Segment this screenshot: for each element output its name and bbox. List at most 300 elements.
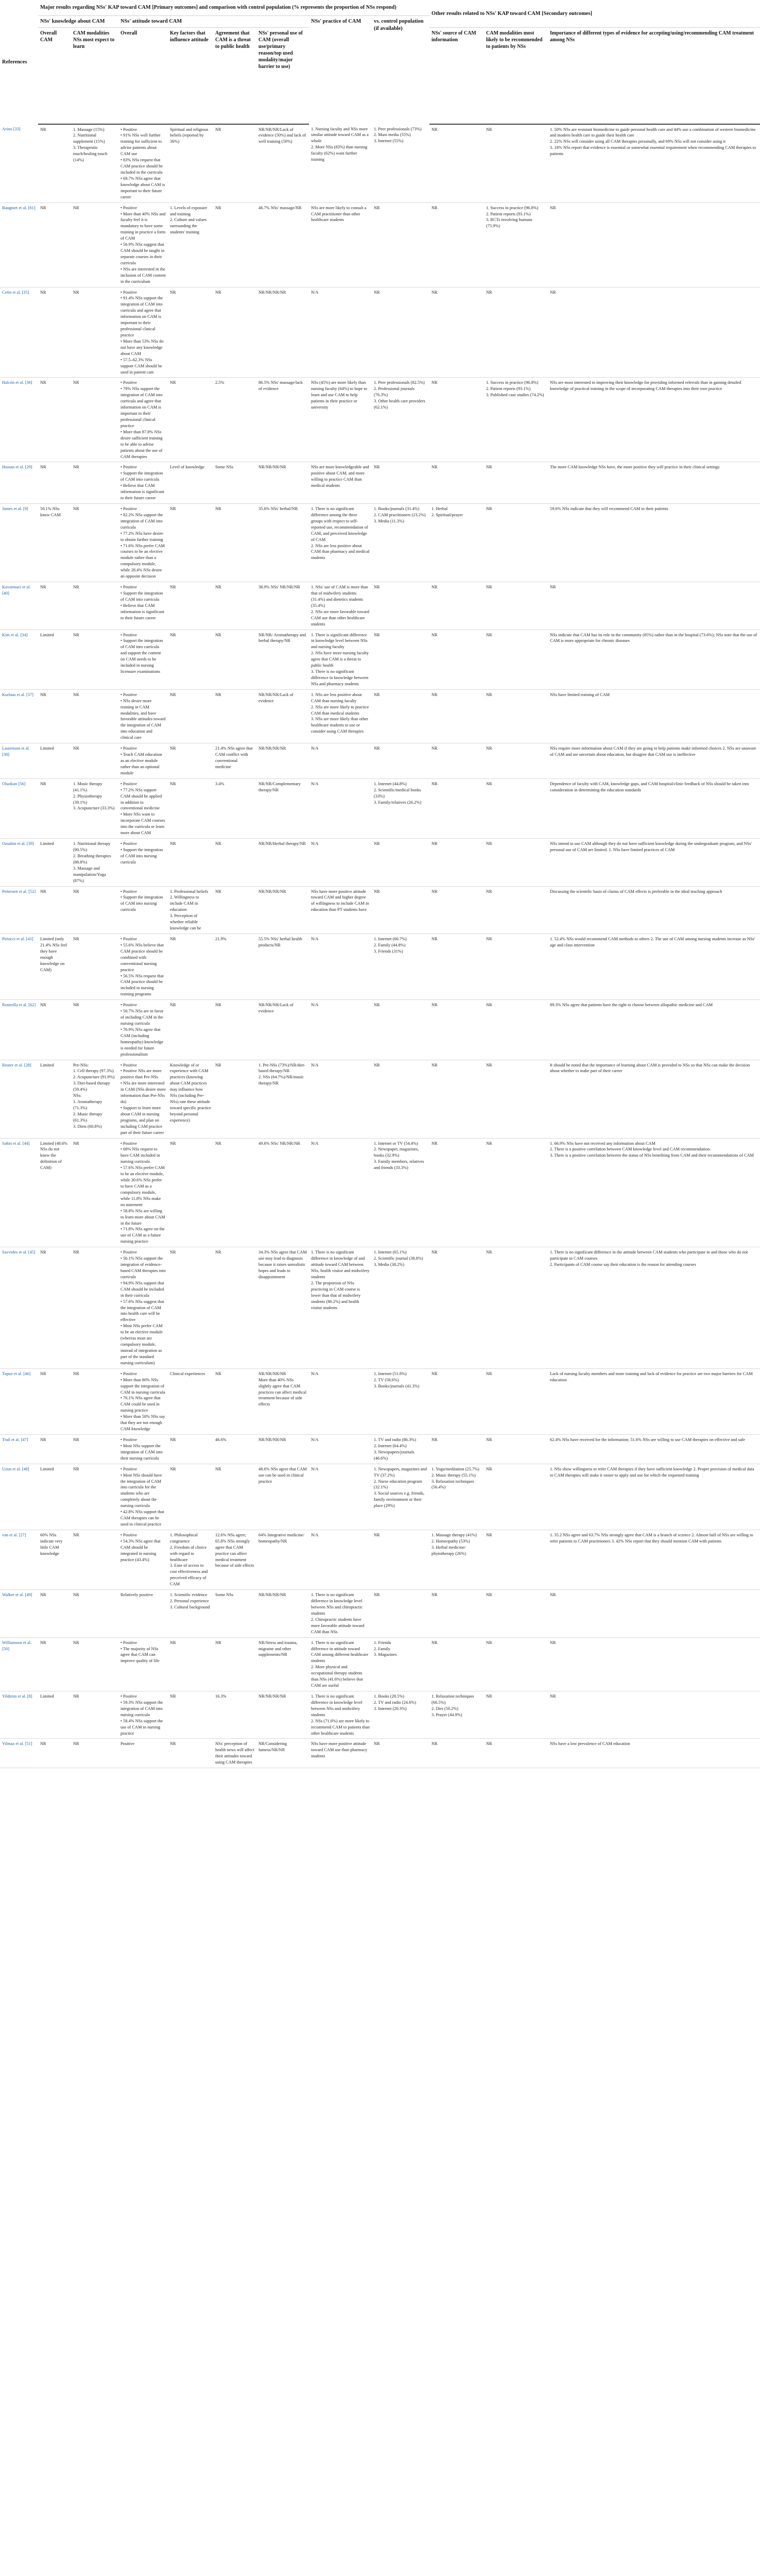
info-source-cell: [372, 689, 429, 743]
table-row: [0, 202, 760, 287]
personal-use-cell: [256, 630, 309, 689]
info-source-cell-text: NR: [374, 746, 380, 751]
info-source-cell-text: NR: [374, 1532, 380, 1537]
table-row: [0, 1247, 760, 1369]
knowledge-cell: [38, 1138, 71, 1247]
info-source-cell: [372, 124, 429, 203]
reference-cell-text: Reuter et al. [28]: [2, 1062, 31, 1067]
reference-cell[interactable]: [0, 503, 38, 582]
recommended-cell-text: NR: [431, 380, 438, 385]
personal-use-cell-text: NR/NR/NR/NR: [258, 290, 286, 295]
info-source-cell: [372, 1247, 429, 1369]
modalities-cell-text: NR: [73, 585, 79, 590]
reference-cell[interactable]: [0, 630, 38, 689]
knowledge-cell-text: 50.1% NSs know CAM: [40, 506, 61, 517]
evidence-importance-cell: [484, 582, 548, 630]
reference-cell-text: Kurlaus et al. [37]: [2, 692, 33, 697]
additional-findings-cell-text: 62.4% NSs have received for the information; 51.6% NSs are willing to use CAM therapies on effective and safe: [550, 1437, 745, 1442]
attitude-overall-cell-text: • Positive • NSs desire more training in CAM modalities, and have favorable attitudes toward the integration of CAM into education and clinical care: [120, 692, 166, 740]
knowledge-cell: [38, 1247, 71, 1369]
evidence-importance-cell: [484, 886, 548, 934]
personal-use-cell: [256, 503, 309, 582]
reference-cell-text: Cetin et al. [35]: [2, 290, 29, 295]
info-source-cell: [372, 1000, 429, 1060]
table-row: [0, 582, 760, 630]
info-source-cell-text: NR: [374, 205, 380, 210]
knowledge-cell-text: Limited: [40, 632, 54, 637]
threat-cell: [213, 378, 256, 462]
table-row: [0, 1691, 760, 1739]
key-factors-cell: [168, 1739, 213, 1768]
modalities-cell-text: Pre-NSs: 1. Cell therapy (97.3%) 2. Acupuncture (91.9%) 3. Diet-based therapy (59.4%) NSs: 1. Aromatherapy (71.3%) 2. Music therapy (61.3%) 3. Diets (60.8%): [73, 1062, 115, 1129]
evidence-importance-cell: [484, 1530, 548, 1589]
info-source-cell: [372, 462, 429, 504]
table-row: [0, 462, 760, 504]
reference-cell-text: Laurenson et al. [38]: [2, 746, 30, 757]
evidence-importance-cell: [484, 839, 548, 886]
vs-control-cell-text: N/A: [311, 1062, 319, 1067]
info-source-cell: [372, 886, 429, 934]
recommended-cell: [429, 630, 484, 689]
additional-findings-cell: [548, 462, 760, 504]
table-row: [0, 1368, 760, 1434]
threat-cell-text: NR: [215, 1250, 221, 1255]
threat-cell: [213, 202, 256, 287]
modalities-cell-text: 1. Nutritional therapy (90.5%) 2. Breathing therapies (88.8%) 3. Massage and manipulation/Yoga (87%): [73, 841, 111, 883]
knowledge-cell: [38, 1739, 71, 1768]
info-source-cell: [372, 1530, 429, 1589]
table-row: [0, 1000, 760, 1060]
info-source-cell: [372, 503, 429, 582]
additional-findings-cell: [548, 743, 760, 779]
additional-findings-cell-text: 1. NSs show willingness to refer CAM therapies if they have sufficient knowledge 2. Proper provision of medical data to CAM therapies will make it easier to apply and use for which the requested training: [550, 1466, 754, 1478]
additional-findings-cell-text: 1. 35.2 NSs agree and 63.7% NSs strongly agree that CAM is a branch of science 2. Almost half of NSs are willing to refer patients to CAM practitioners 3. 42% NSs report that they should mention CAM with patients: [550, 1532, 753, 1544]
threat-cell-text: NR: [215, 692, 221, 697]
attitude-overall-cell-text: • Positive • 78% NSs support the integration of CAM into curricula and agree that information on CAM is important to their professional clinical practice • More than 87.8% NSs desire sufficient training to be able to advise patients about the use of CAM therapies: [120, 380, 163, 459]
personal-use-cell: [256, 1138, 309, 1247]
additional-findings-cell: [548, 202, 760, 287]
threat-cell: [213, 1247, 256, 1369]
evidence-importance-cell-text: NR: [486, 1592, 492, 1598]
threat-cell-text: NR: [215, 889, 221, 894]
reference-cell[interactable]: [0, 1464, 38, 1530]
additional-findings-cell-text: Lack of nursing faculty members and more training and lack of evidence for practice are two major barriers for CAM education: [550, 1371, 753, 1382]
recommended-cell: [429, 287, 484, 378]
reference-cell[interactable]: [0, 743, 38, 779]
evidence-importance-cell: [484, 689, 548, 743]
info-source-cell-text: 1. Internet or TV (54.4%) 2. Newspaper, magazines, books (32.9%) 3. Family members, relatives and friends (33.3%): [374, 1141, 424, 1171]
reference-cell[interactable]: [0, 202, 38, 287]
vs-control-cell-text: 1. There is no significant difference in knowledge level between NSs and midwifery students 2. NSs (71.6%) are more likely to recommend CAM to patients than other healthcare students: [311, 1694, 370, 1736]
knowledge-cell: [38, 1060, 71, 1138]
threat-cell: [213, 1000, 256, 1060]
key-factors-cell: [168, 630, 213, 689]
personal-use-cell-text: NR/Stress and trauma, migraine and other supplements/NR: [258, 1640, 298, 1657]
threat-cell: [213, 582, 256, 630]
reference-cell[interactable]: [0, 124, 38, 203]
threat-cell-text: 2.5%: [215, 380, 224, 385]
threat-cell-text: NR: [215, 1371, 221, 1376]
key-factors-cell-text: NR: [170, 692, 176, 697]
info-source-cell: [372, 202, 429, 287]
reference-cell-text: Trail et al. [47]: [2, 1437, 28, 1442]
info-source-cell-text: 1. Peer professionals (73%) 2. Mass media (55%) 3. Internet (55%): [374, 126, 422, 144]
personal-use-cell: [256, 1000, 309, 1060]
vs-control-cell-text: 1. There is no significant difference in knowledge level between NSs and chiropractic students 2. Chiropractic students have more favorable attitude toward CAM than NSs: [311, 1592, 365, 1634]
reference-cell[interactable]: [0, 778, 38, 838]
knowledge-cell-text: NR: [40, 1003, 46, 1008]
table-row: [0, 287, 760, 378]
vs-control-cell-text: N/A: [311, 290, 319, 295]
key-factors-cell: [168, 503, 213, 582]
threat-cell-text: NR: [215, 506, 221, 511]
attitude-overall-cell: [118, 743, 168, 779]
personal-use-cell-text: 46.7% NSs' massage/NR: [258, 205, 302, 210]
key-factors-cell: [168, 378, 213, 462]
reference-cell[interactable]: [0, 1691, 38, 1739]
recommended-cell-text: NR: [431, 632, 438, 637]
reference-cell[interactable]: [0, 1530, 38, 1589]
modalities-cell-text: NR: [73, 632, 79, 637]
vs-control-cell: [309, 689, 372, 743]
recommended-cell-text: 1. Yoga/meditation (25.7%) 2. Music therapy (55.1%) 3. Relaxation techniques (56.4%): [431, 1466, 479, 1490]
evidence-importance-cell: [484, 1464, 548, 1530]
key-factors-cell: [168, 1691, 213, 1739]
table-row: [0, 1464, 760, 1530]
modalities-cell: [71, 1637, 118, 1691]
key-factors-cell: [168, 1247, 213, 1369]
additional-findings-cell-text: 1. 52.4% NSs would recommend CAM methods to others 2. The use of CAM among nursing students increase as NSs' age and class intervention: [550, 936, 755, 947]
reference-cell-text: James et al. [9]: [2, 506, 28, 511]
reference-cell[interactable]: [0, 1434, 38, 1464]
info-source-cell: [372, 582, 429, 630]
personal-use-cell-text: 38.9% NSs' NR/NR/NR: [258, 585, 300, 590]
knowledge-cell-text: Limited: [40, 841, 54, 846]
threat-cell: [213, 1590, 256, 1637]
key-factors-cell: [168, 1138, 213, 1247]
evidence-importance-cell: [484, 934, 548, 999]
personal-use-cell-text: 55.5% NSs' herbal health products/NR: [258, 936, 302, 947]
personal-use-cell: [256, 1434, 309, 1464]
reference-cell[interactable]: [0, 1637, 38, 1691]
modalities-cell: [71, 1138, 118, 1247]
personal-use-cell-text: NR/NR/NR/NR More than 40% NSs slightly agree that CAM practices can affect medical treatment because of side effects: [258, 1371, 307, 1407]
reference-cell[interactable]: [0, 1368, 38, 1434]
evidence-importance-cell-text: NR: [486, 1741, 492, 1747]
reference-cell[interactable]: [0, 1000, 38, 1060]
col-practice: NSs' practice of CAM: [311, 19, 361, 24]
additional-findings-cell: [548, 839, 760, 886]
knowledge-cell: [38, 124, 71, 203]
threat-cell-text: NR: [215, 1640, 221, 1645]
attitude-overall-cell: [118, 1000, 168, 1060]
key-factors-cell-text: NR: [170, 746, 176, 751]
personal-use-cell-text: NR/NR/NR/NR: [258, 1437, 286, 1442]
evidence-importance-cell: [484, 1000, 548, 1060]
threat-cell: [213, 1530, 256, 1589]
modalities-cell-text: NR: [73, 746, 79, 751]
vs-control-cell: [309, 462, 372, 504]
attitude-overall-cell-text: • Positive • 59.3% NSs support the integration of CAM into nursing curricula • 58.4% NSs support the use of CAM in nursing practice: [120, 1694, 163, 1736]
recommended-cell-text: NR: [431, 781, 438, 786]
evidence-importance-cell-text: NR: [486, 889, 492, 894]
reference-cell[interactable]: [0, 582, 38, 630]
reference-cell-text: Topuz et al. [46]: [2, 1371, 31, 1376]
recommended-cell-text: NR: [431, 692, 438, 697]
reference-cell[interactable]: [0, 839, 38, 886]
threat-cell: [213, 462, 256, 504]
evidence-importance-cell: [484, 1247, 548, 1369]
additional-findings-cell: [548, 934, 760, 999]
threat-cell: [213, 124, 256, 203]
key-factors-cell: [168, 202, 213, 287]
recommended-cell: [429, 743, 484, 779]
modalities-cell: [71, 1247, 118, 1369]
evidence-importance-cell-text: NR: [486, 1062, 492, 1067]
reference-cell[interactable]: [0, 1590, 38, 1637]
col-modalities-expect: CAM modalities NSs most expect to learn: [71, 27, 118, 124]
reference-cell-text: Ozsahin et al. [39]: [2, 841, 34, 846]
key-factors-cell-text: NR: [170, 781, 176, 786]
additional-findings-cell: [548, 1434, 760, 1464]
info-source-cell: [372, 1060, 429, 1138]
modalities-cell-text: NR: [73, 936, 79, 941]
recommended-cell: [429, 1530, 484, 1589]
threat-cell: [213, 839, 256, 886]
recommended-cell-text: NR: [431, 290, 438, 295]
recommended-cell: [429, 462, 484, 504]
modalities-cell: [71, 1691, 118, 1739]
info-source-cell-text: 1. Internet (66.7%) 2. Family (44.8%) 3. Friends (31%): [374, 936, 407, 954]
reference-cell[interactable]: [0, 689, 38, 743]
info-source-cell-text: 1. Internet (65.1%) 2. Scientific journal (38.8%) 3. Media (38.2%): [374, 1250, 423, 1267]
additional-findings-cell: [548, 778, 760, 838]
recommended-cell-text: NR: [431, 1592, 438, 1598]
personal-use-cell-text: NR/NR/NR/Lack of evidence (50%) and lack of well training (50%): [258, 127, 306, 144]
personal-use-cell-text: 34.3% NSs agree that CAM use may lead to diagnosis because it raises unrealistic hopes and leads to disappointment: [258, 1250, 307, 1279]
modalities-cell: [71, 503, 118, 582]
personal-use-cell-text: 64% Integrative medicine/ homeopathy/NR: [258, 1532, 304, 1544]
attitude-overall-cell-text: • Positive • The majority of NSs agree that CAM can improve quality of life: [120, 1640, 160, 1664]
recommended-cell-text: NR: [431, 889, 438, 894]
reference-cell-text: Uzun et al. [48]: [2, 1466, 29, 1471]
vs-control-cell-text: NSs are more knowledgeable and positive about CAM, and more willing to practice CAM than medical students: [311, 465, 369, 488]
attitude-overall-cell-text: • Positive • 55.6% NSs believe that CAM practice should be combined with conventional nursing practice • 56.5% NSs request that CAM practice should be included in nursing training programs: [120, 936, 164, 997]
evidence-importance-cell-text: NR: [486, 746, 492, 751]
evidence-importance-cell: [484, 287, 548, 378]
additional-findings-cell: [548, 1691, 760, 1739]
recommended-cell-text: NR: [431, 1141, 438, 1146]
personal-use-cell-text: NR/NR/NR/NR: [258, 746, 286, 751]
reference-cell[interactable]: [0, 1739, 38, 1768]
personal-use-cell-text: 1. Pre-NSs (73%)/NR/diet-based therapy/NR 2. NSs (64.7%)/NR/music therapy/NR: [258, 1062, 305, 1086]
reference-cell[interactable]: [0, 287, 38, 378]
reference-cell[interactable]: [0, 1060, 38, 1138]
recommended-cell-text: NR: [431, 205, 438, 210]
additional-findings-cell-text: NR: [550, 1694, 556, 1699]
reference-cell[interactable]: [0, 462, 38, 504]
additional-findings-cell: [548, 1138, 760, 1247]
additional-findings-cell-text: NR: [550, 1640, 556, 1645]
personal-use-cell-text: NR/NR/Complementary therapy/NR: [258, 781, 301, 792]
attitude-overall-cell: [118, 462, 168, 504]
recommended-cell-text: NR: [431, 465, 438, 470]
evidence-importance-cell-text: NR: [486, 1640, 492, 1645]
additional-findings-cell-text: NSs are most interested in improving their knowledge for providing informed referrals than in gaining detailed knowledge of practical training in the scope of incorporating CAM therapies into their own practice: [550, 380, 741, 392]
info-source-cell: [372, 778, 429, 838]
info-source-cell: [372, 378, 429, 462]
key-factors-cell-text: NR: [170, 1003, 176, 1008]
info-source-cell-text: NR: [374, 632, 380, 637]
knowledge-cell-text: NR: [40, 585, 46, 590]
table-body: [0, 124, 760, 1768]
knowledge-cell: [38, 689, 71, 743]
additional-findings-cell: [548, 582, 760, 630]
additional-findings-cell-text: NSs have limited training of CAM: [550, 692, 610, 697]
vs-control-cell-text: NSs are more likely to consult a CAM practitioner than other healthcare students: [311, 205, 367, 223]
personal-use-cell-text: 86.5% NSs' massage/lack of evidence: [258, 380, 303, 392]
info-source-cell-text: NR: [374, 1003, 380, 1008]
vs-control-cell-text: NSs have more positive attitude toward CAM use than pharmacy students: [311, 1741, 368, 1759]
threat-cell-text: NSs' perception of health news will affect their attitudes toward using CAM therapies: [215, 1741, 254, 1765]
group-secondary-outcomes: Other results related to NSs' KAP toward CAM [Secondary outcomes]: [429, 0, 760, 27]
additional-findings-cell: [548, 886, 760, 934]
vs-control-cell-text: 1. There is significant difference in knowledge level between NSs and nursing faculty 2. NSs have more nursing faculty agree that CAM is a threat to public health 3. There is no significant difference in knowledge between NSs and pharmacy students: [311, 632, 369, 686]
modalities-cell: [71, 934, 118, 999]
knowledge-cell-text: 60% NSs indicate very little CAM knowledge: [40, 1532, 63, 1556]
info-source-cell-text: 1. Internet (51.8%) 2. TV (58.6%) 3. Books/journals (41.3%): [374, 1371, 420, 1388]
col-threat-agreement: Agreement that CAM is a threat to public health: [213, 27, 256, 124]
additional-findings-cell: [548, 124, 760, 203]
col-vs-control: vs. control population (if available): [374, 19, 424, 31]
info-source-cell: [372, 1434, 429, 1464]
attitude-overall-cell-text: • Positive • Teach CAM education as an elective module rather than an optional module: [120, 746, 162, 775]
evidence-importance-cell: [484, 202, 548, 287]
recommended-cell: [429, 886, 484, 934]
key-factors-cell: [168, 1637, 213, 1691]
vs-control-cell-text: N/A: [311, 1141, 319, 1146]
modalities-cell: [71, 778, 118, 838]
recommended-cell: [429, 1138, 484, 1247]
additional-findings-cell-text: 1. There is no significant difference in the attitude between CAM students who participate in and those who do not participate in CAM courses 2. Participants of CAM course say their education is the reason for attending courses: [550, 1250, 748, 1267]
table-row: [0, 378, 760, 462]
knowledge-cell-text: NR: [40, 290, 46, 295]
attitude-overall-cell-text: • Positive • 91.4% NSs support the integration of CAM into curricula and agree that information on CAM is important to their professional clinical practice • More than 53% NSs do not have any knowledge about CAM • 57.5–62.3% NSs support CAM should be used in patient care: [120, 290, 164, 375]
knowledge-cell-text: NR: [40, 1592, 46, 1598]
info-source-cell: [372, 1637, 429, 1691]
evidence-importance-cell-text: NR: [486, 1371, 492, 1376]
personal-use-cell-text: NR/NR/NR/NR: [258, 465, 286, 470]
modalities-cell: [71, 202, 118, 287]
vs-control-cell-text: N/A: [311, 781, 319, 786]
modalities-cell-text: NR: [73, 1592, 79, 1598]
info-source-cell: [372, 1138, 429, 1247]
key-factors-cell: [168, 1000, 213, 1060]
additional-findings-cell-text: 1. 66.9% NSs have not received any information about CAM 2. There is a positive correlation between CAM knowledge level and CAM recommendation. 3. There is a positive correlation between the status of NSs benefiting from CAM and their recommendations of CAM: [550, 1141, 754, 1158]
knowledge-cell: [38, 630, 71, 689]
knowledge-cell: [38, 1000, 71, 1060]
knowledge-cell: [38, 886, 71, 934]
knowledge-cell-text: NR: [40, 1640, 46, 1645]
threat-cell-text: Some NSs: [215, 1592, 234, 1598]
additional-findings-cell-text: The more CAM knowledge NSs have, the more positive they will practice in their clinical settings: [550, 465, 720, 470]
threat-cell-text: NR: [215, 1141, 221, 1146]
vs-control-cell-text: N/A: [311, 1003, 319, 1008]
threat-cell-text: 46.6%: [215, 1437, 227, 1442]
reference-cell[interactable]: [0, 1138, 38, 1247]
threat-cell: [213, 1464, 256, 1530]
attitude-overall-cell-text: • Positive • Positive NSs are more positive than Pre-NSs • NSs are more interested in CAM (NSs desire more information than Pre-NSs do) • Support to learn more about CAM in nursing programs, and plan on including CAM practice part of their future career: [120, 1062, 166, 1135]
key-factors-cell-text: 1. Professional beliefs 2. Willingness to include CAM in education 3. Perception of whether reliable knowledge can be: [170, 889, 209, 931]
modalities-cell: [71, 1464, 118, 1530]
knowledge-cell: [38, 1434, 71, 1464]
key-factors-cell-text: NR: [170, 506, 176, 511]
knowledge-cell: [38, 287, 71, 378]
additional-findings-cell-text: 1. 50% NSs are resistant biomedicine to guide personal health care and 44% use a combination of western biomedicine and modern health care to guide their health care 2. 22% NSs will consider using all CAM therapies personally, and 69% NSs will not consider using it 3. 18% NSs report that evidence is essential or somewhat essential requirement when recommending CAM therapies to patients: [550, 127, 756, 157]
reference-cell-text: Yilmaz et al. [51]: [2, 1741, 32, 1747]
modalities-cell: [71, 689, 118, 743]
personal-use-cell: [256, 1739, 309, 1768]
personal-use-cell: [256, 462, 309, 504]
modalities-cell: [71, 582, 118, 630]
personal-use-cell: [256, 1590, 309, 1637]
threat-cell: [213, 1434, 256, 1464]
threat-cell: [213, 1637, 256, 1691]
reference-cell[interactable]: [0, 934, 38, 999]
vs-control-cell-text: N/A: [311, 841, 319, 846]
modalities-cell-text: NR: [73, 465, 79, 470]
knowledge-cell: [38, 934, 71, 999]
table-row: [0, 1138, 760, 1247]
recommended-cell-text: NR: [431, 746, 438, 751]
additional-findings-cell: [548, 1530, 760, 1589]
vs-control-cell: [309, 202, 372, 287]
vs-control-cell-text: NSs have more positive attitude toward CAM and higher degree of willingness to include CAM in education than PT students have: [311, 889, 369, 912]
additional-findings-cell-text: NR: [550, 585, 556, 590]
vs-control-cell-text: 1. There is no significant difference in attitude toward CAM among different healthcare students 2. More physical and occupational therapy students than NSs (41.6%) believe that CAM are useful: [311, 1640, 369, 1688]
vs-control-cell-text: N/A: [311, 1437, 319, 1442]
modalities-cell: [71, 839, 118, 886]
knowledge-cell: [38, 1637, 71, 1691]
attitude-overall-cell: [118, 630, 168, 689]
info-source-cell-text: NR: [374, 841, 380, 846]
additional-findings-cell-text: NR: [550, 1592, 556, 1598]
modalities-cell-text: NR: [73, 1141, 79, 1146]
attitude-overall-cell: [118, 839, 168, 886]
attitude-overall-cell: [118, 934, 168, 999]
personal-use-cell: [256, 1368, 309, 1434]
info-source-cell: [372, 743, 429, 779]
recommended-cell-text: NR: [431, 1003, 438, 1008]
reference-cell[interactable]: [0, 1247, 38, 1369]
reference-cell[interactable]: [0, 886, 38, 934]
additional-findings-cell-text: Dependence of faculty with CAM, knowledge gaps, and CAM hospital/clinic feedback of NSs should be taken into consideration in determining the education standards: [550, 781, 749, 792]
additional-findings-cell: [548, 689, 760, 743]
personal-use-cell-text: NR/NR/NR/Lack of evidence: [258, 692, 293, 703]
key-factors-cell: [168, 1060, 213, 1138]
modalities-cell-text: NR: [73, 205, 79, 210]
additional-findings-cell-text: 59.6% NSs indicate that they will recommend CAM to their patients: [550, 506, 668, 511]
modalities-cell: [71, 1434, 118, 1464]
modalities-cell: [71, 1590, 118, 1637]
reference-cell-text: Oluokun [56]: [2, 781, 26, 786]
evidence-importance-cell-text: NR: [486, 936, 492, 941]
recommended-cell: [429, 1000, 484, 1060]
vs-control-cell: [309, 287, 372, 378]
reference-cell[interactable]: [0, 378, 38, 462]
table-row: [0, 689, 760, 743]
personal-use-cell-text: NR/NR/NR/NR: [258, 1592, 286, 1598]
